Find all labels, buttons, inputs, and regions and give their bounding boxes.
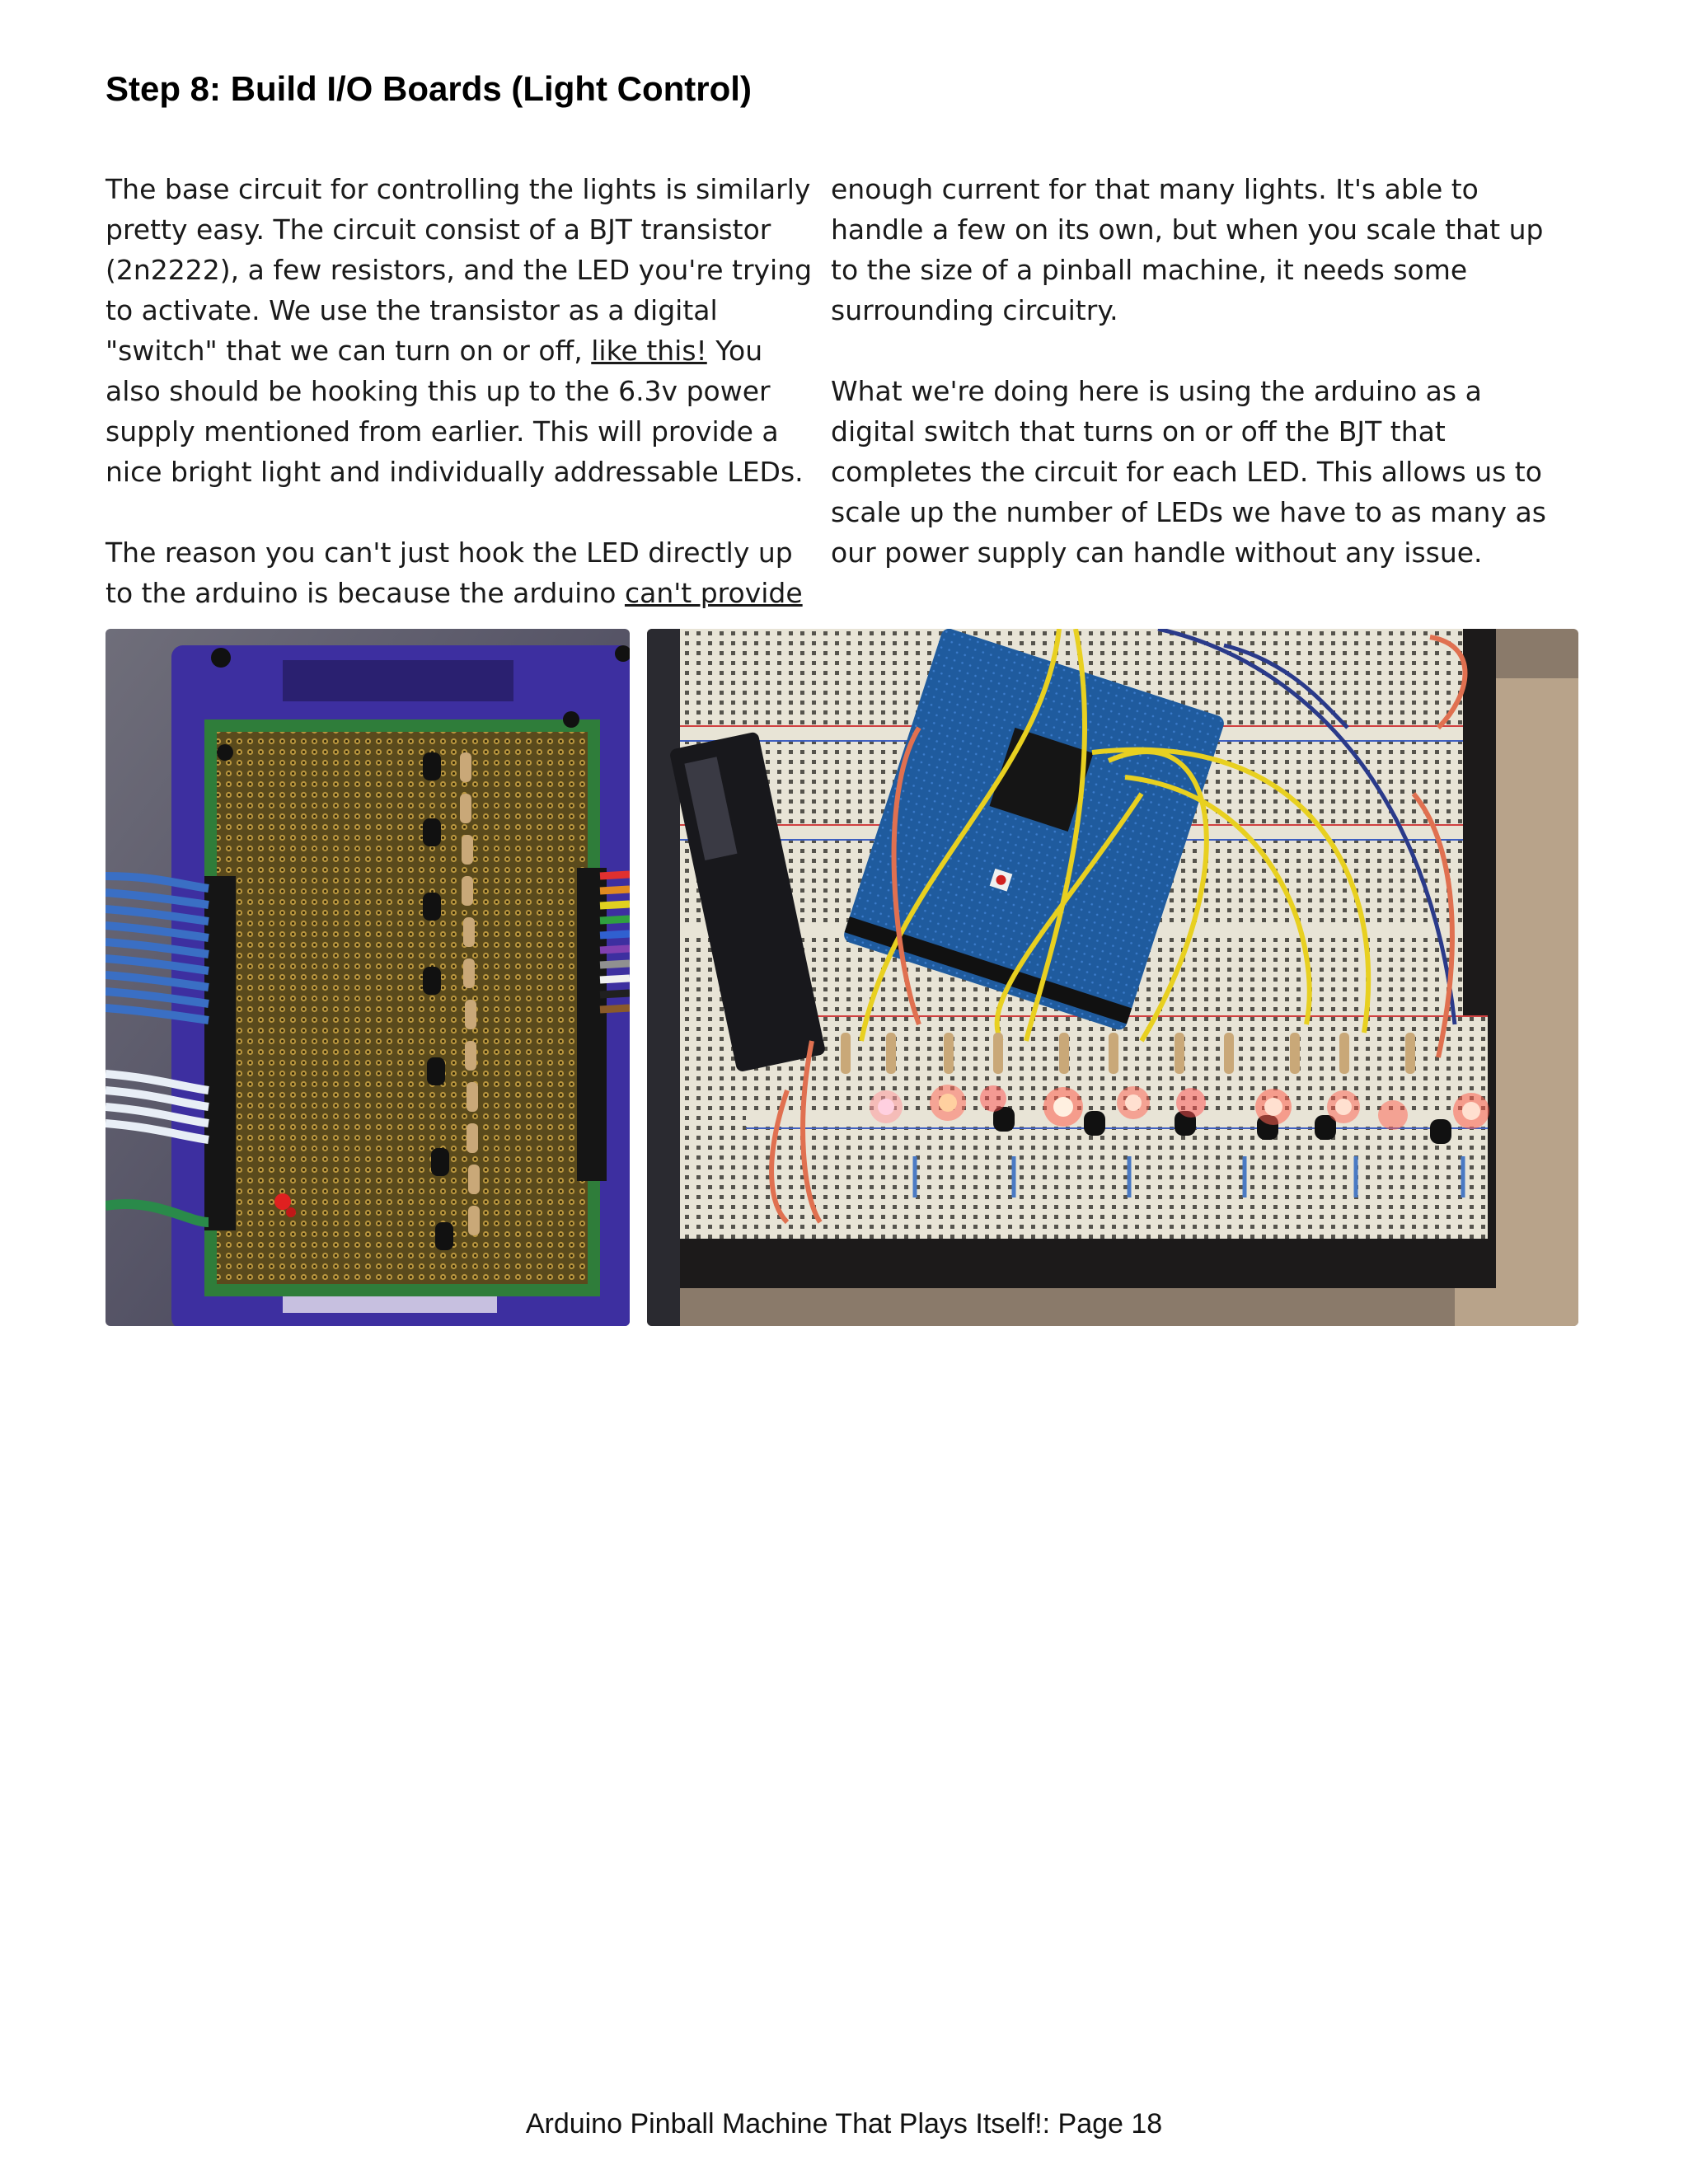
paragraph-2-continued (831, 169, 1556, 330)
paragraph-2-text-b: enough current for that many lights. It's able to handle a few on its own, but when you scale that up to the size of a pinball machine, it needs some surrounding circuitry. (831, 173, 1544, 326)
breadboard-photo (647, 629, 1578, 1326)
page-title: Step 8: Build I/O Boards (Light Control) (106, 69, 752, 108)
like-this-link[interactable]: like this! (591, 335, 707, 367)
cant-provide-link[interactable]: can't provide (624, 577, 803, 609)
paragraph-2-start (106, 532, 814, 613)
text-column-left (106, 169, 814, 613)
paragraph-1-text-a: The base circuit for controlling the lights is similarly pretty easy. The circuit consist of a BJT transistor (2n2222), a few resistors, and the LED you're trying to activate. We use the transistor as a digital "switch" that we can turn on or off, (106, 173, 813, 367)
text-column-right (831, 169, 1556, 573)
paragraph-3: What we're doing here is using the arduino as a digital switch that turns on or off the BJT that completes the circuit for each LED. This allows us to scale up the number of LEDs we have to as many as our power supply can handle without any issue. (831, 375, 1546, 569)
page-footer: Arduino Pinball Machine That Plays Itself!: Page 18 (525, 2108, 1163, 2139)
paragraph-2-text-a: The reason you can't just hook the LED directly up to the arduino is because the arduino (106, 537, 793, 609)
paragraph-1 (106, 169, 814, 492)
perfboard-photo (106, 629, 630, 1326)
paragraph-1-text-b: You also should be hooking this up to the 6.3v power supply mentioned from earlier. This will provide a nice bright light and individually addressable LEDs. (106, 335, 804, 488)
